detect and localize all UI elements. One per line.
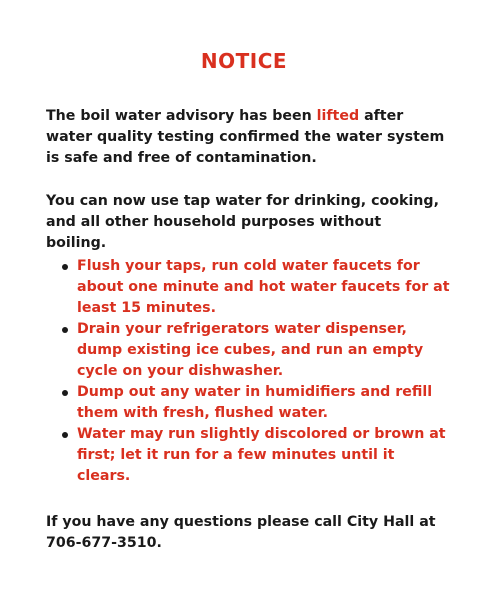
paragraph1-before: The boil water advisory has been xyxy=(46,108,317,124)
instruction-text: Dump out any water in humidifiers and refill them with fresh, flushed water. xyxy=(77,384,433,421)
instruction-item xyxy=(60,256,450,319)
instruction-item xyxy=(60,382,450,424)
instructions-list xyxy=(60,256,450,487)
advisory-lifted-paragraph xyxy=(46,106,446,169)
instruction-item xyxy=(60,424,450,487)
bullet-icon xyxy=(62,432,68,438)
instruction-text: Flush your taps, run cold water faucets for about one minute and hot water faucets for at least 15 minutes. xyxy=(77,258,450,316)
bullet-icon xyxy=(62,390,68,396)
bullet-icon xyxy=(62,327,68,333)
contact-paragraph: If you have any questions please call City Hall at 706-677-3510. xyxy=(46,514,436,551)
bullet-icon xyxy=(62,264,68,270)
tap-water-paragraph: You can now use tap water for drinking, cooking, and all other household purposes without boiling. xyxy=(46,193,439,251)
paragraph1-after: after water quality testing confirmed the water system is safe and free of contamination. xyxy=(46,108,445,166)
instruction-item xyxy=(60,319,450,382)
lifted-highlight: lifted xyxy=(316,108,360,124)
notice-title: NOTICE xyxy=(200,49,288,73)
instruction-text: Drain your refrigerators water dispenser, dump existing ice cubes, and run an empty cycle on your dishwasher. xyxy=(77,321,424,379)
instruction-text: Water may run slightly discolored or brown at first; let it run for a few minutes until it clears. xyxy=(77,426,446,484)
